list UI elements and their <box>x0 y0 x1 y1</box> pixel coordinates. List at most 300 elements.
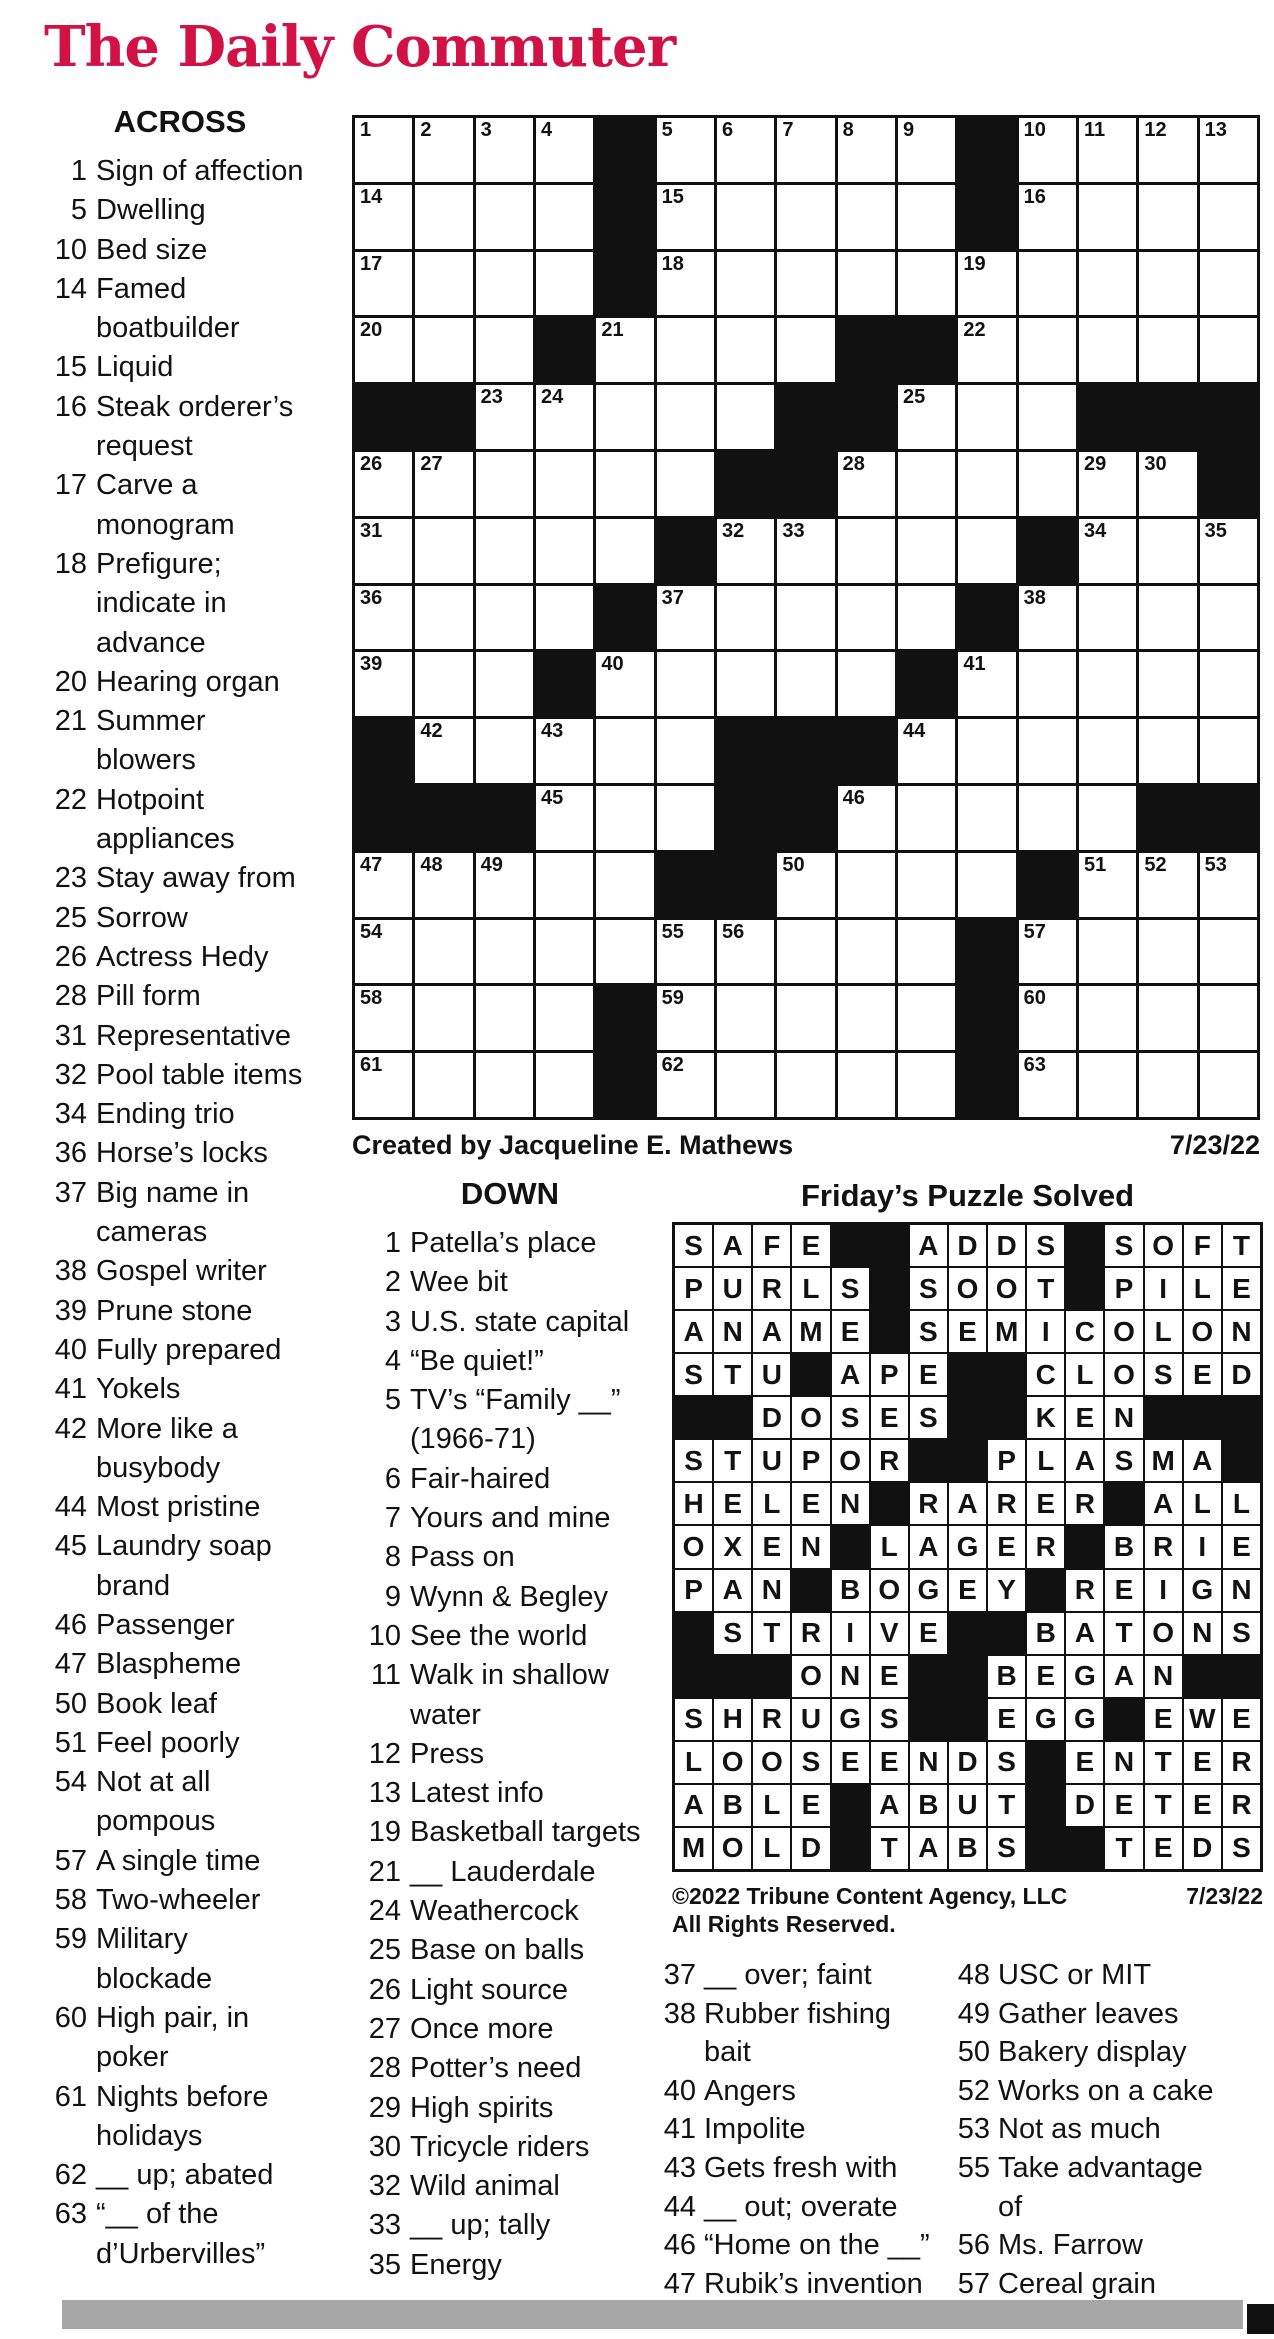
grid-cell[interactable] <box>536 920 593 984</box>
grid-cell[interactable] <box>657 1053 714 1117</box>
grid-cell[interactable] <box>476 1053 533 1117</box>
grid-cell[interactable] <box>536 118 593 182</box>
clue-item <box>40 1252 330 1291</box>
grid-cell[interactable] <box>958 452 1015 516</box>
clue-text: Angers <box>704 2074 796 2107</box>
grid-cell[interactable] <box>657 118 714 182</box>
grid-cell[interactable] <box>355 920 412 984</box>
clue-text: “Be quiet!” <box>410 1344 544 1377</box>
clue-text: Latest info <box>410 1777 544 1810</box>
grid-cell[interactable] <box>1079 920 1136 984</box>
cell-number: 26 <box>360 452 383 475</box>
grid-cell[interactable] <box>717 519 774 583</box>
clue-text: Ending trio <box>96 1098 235 1131</box>
solution-cell: E <box>1184 1785 1221 1826</box>
grid-cell[interactable] <box>596 920 653 984</box>
solution-cell: E <box>871 1742 908 1783</box>
grid-cell[interactable] <box>657 652 714 716</box>
grid-cell[interactable] <box>958 318 1015 382</box>
grid-cell[interactable] <box>536 786 593 850</box>
solution-cell: G <box>1184 1570 1221 1611</box>
grid-cell[interactable] <box>838 986 895 1050</box>
cell-number: 55 <box>661 920 684 943</box>
black-square <box>777 385 834 449</box>
grid-cell[interactable] <box>1019 586 1076 650</box>
grid-cell[interactable] <box>415 185 472 249</box>
solution-cell: F <box>1184 1225 1221 1266</box>
black-square <box>717 853 774 917</box>
solution-cell: I <box>1145 1570 1182 1611</box>
grid-cell[interactable] <box>898 118 955 182</box>
grid-cell[interactable] <box>1200 719 1257 783</box>
grid-cell[interactable] <box>898 385 955 449</box>
clue-number: 46 <box>54 1608 87 1641</box>
grid-cell[interactable] <box>476 385 533 449</box>
grid-cell[interactable] <box>838 519 895 583</box>
clue-text: Patella’s place <box>410 1227 597 1259</box>
grid-cell[interactable] <box>536 986 593 1050</box>
grid-cell[interactable] <box>717 185 774 249</box>
grid-cell[interactable] <box>657 452 714 516</box>
grid-cell[interactable] <box>717 1053 774 1117</box>
clue-text: Horse’s locks <box>96 1137 268 1170</box>
grid-cell[interactable] <box>536 853 593 917</box>
clue-text: Wild animal <box>410 2170 560 2203</box>
grid-cell[interactable] <box>898 452 955 516</box>
solution-cell: T <box>988 1785 1025 1826</box>
solution-cell: E <box>1184 1742 1221 1783</box>
clue-number: 58 <box>54 1884 87 1917</box>
solution-cell: A <box>871 1785 908 1826</box>
solution-cell: E <box>949 1311 986 1352</box>
grid-cell[interactable] <box>1139 519 1196 583</box>
solution-cell: U <box>714 1268 751 1309</box>
grid-cell[interactable] <box>536 519 593 583</box>
solution-cell: R <box>1027 1526 1064 1567</box>
grid-cell[interactable] <box>1019 318 1076 382</box>
grid-cell[interactable] <box>355 118 412 182</box>
solution-cell: E <box>1105 1570 1142 1611</box>
grid-cell[interactable] <box>898 586 955 650</box>
cell-number: 62 <box>661 1054 684 1077</box>
solution-cell: A <box>949 1483 986 1524</box>
grid-cell[interactable] <box>958 252 1015 316</box>
grid-cell[interactable] <box>657 719 714 783</box>
grid-cell[interactable] <box>838 652 895 716</box>
grid-cell[interactable] <box>657 185 714 249</box>
grid-cell[interactable] <box>1200 318 1257 382</box>
grid-cell[interactable] <box>838 118 895 182</box>
grid-cell[interactable] <box>898 986 955 1050</box>
grid-cell[interactable] <box>717 252 774 316</box>
grid-cell[interactable] <box>415 853 472 917</box>
grid-cell[interactable] <box>657 385 714 449</box>
grid-cell[interactable] <box>1019 1053 1076 1117</box>
grid-cell[interactable] <box>657 252 714 316</box>
grid-cell[interactable] <box>717 652 774 716</box>
grid-cell[interactable] <box>536 1053 593 1117</box>
grid-cell[interactable] <box>596 385 653 449</box>
solution-cell: M <box>1145 1440 1182 1481</box>
grid-cell[interactable] <box>1019 252 1076 316</box>
grid-cell[interactable] <box>717 986 774 1050</box>
clue-number: 35 <box>368 2248 401 2281</box>
grid-cell[interactable] <box>1139 252 1196 316</box>
grid-cell[interactable] <box>355 853 412 917</box>
grid-cell[interactable] <box>596 786 653 850</box>
clue-item <box>40 2156 330 2195</box>
grid-cell[interactable] <box>958 786 1015 850</box>
grid-cell[interactable] <box>355 1053 412 1117</box>
grid-cell[interactable] <box>596 853 653 917</box>
grid-cell[interactable] <box>415 719 472 783</box>
grid-cell[interactable] <box>898 719 955 783</box>
clue-text: Carve a monogram <box>96 469 235 541</box>
black-square <box>714 1656 751 1697</box>
solution-cell: D <box>949 1225 986 1266</box>
black-square <box>1019 853 1076 917</box>
grid-cell[interactable] <box>1079 185 1136 249</box>
grid-cell[interactable] <box>1079 786 1136 850</box>
clue-item <box>658 2072 948 2111</box>
grid-cell[interactable] <box>536 452 593 516</box>
clue-item <box>952 2265 1252 2304</box>
solution-cell: E <box>832 1311 869 1352</box>
grid-cell[interactable] <box>536 719 593 783</box>
grid-cell[interactable] <box>596 719 653 783</box>
solution-cell: T <box>1105 1613 1142 1654</box>
clue-item <box>362 1735 662 1774</box>
grid-cell[interactable] <box>898 519 955 583</box>
cell-number: 45 <box>540 786 564 809</box>
solution-cell: D <box>753 1397 790 1438</box>
grid-cell[interactable] <box>355 452 412 516</box>
grid-cell[interactable] <box>1079 252 1136 316</box>
byline: Created by Jacqueline E. Mathews <box>352 1130 794 1160</box>
clue-text: Book leaf <box>96 1687 217 1720</box>
grid-cell[interactable] <box>415 252 472 316</box>
clue-item <box>40 1488 330 1527</box>
solution-cell: V <box>871 1613 908 1654</box>
grid-cell[interactable] <box>958 519 1015 583</box>
grid-cell[interactable] <box>777 853 834 917</box>
grid-cell[interactable] <box>657 786 714 850</box>
clue-text: Works on a cake <box>998 2074 1214 2107</box>
solution-cell: E <box>871 1656 908 1697</box>
clue-number: 15 <box>54 351 87 384</box>
grid-cell[interactable] <box>596 318 653 382</box>
grid-cell[interactable] <box>1139 920 1196 984</box>
grid-cell[interactable] <box>476 452 533 516</box>
grid-cell[interactable] <box>777 920 834 984</box>
grid-cell[interactable] <box>1019 986 1076 1050</box>
clue-item <box>362 1931 662 1970</box>
grid-cell[interactable] <box>1079 652 1136 716</box>
grid-cell[interactable] <box>415 452 472 516</box>
grid-cell[interactable] <box>1200 920 1257 984</box>
grid-cell[interactable] <box>958 652 1015 716</box>
clue-text: Press <box>410 1737 485 1770</box>
grid-cell[interactable] <box>838 586 895 650</box>
clue-text: “Home on the __” <box>704 2229 930 2262</box>
grid-cell[interactable] <box>476 719 533 783</box>
grid-cell[interactable] <box>476 586 533 650</box>
grid-cell[interactable] <box>1019 385 1076 449</box>
grid-cell[interactable] <box>1139 452 1196 516</box>
grid-cell[interactable] <box>415 652 472 716</box>
grid-cell[interactable] <box>355 318 412 382</box>
black-square <box>753 1656 790 1697</box>
grid-cell[interactable] <box>355 185 412 249</box>
grid-cell[interactable] <box>717 920 774 984</box>
black-square <box>1079 385 1136 449</box>
grid-cell[interactable] <box>898 853 955 917</box>
grid-cell[interactable] <box>657 920 714 984</box>
grid-cell[interactable] <box>536 185 593 249</box>
black-square <box>476 786 533 850</box>
clue-item <box>952 2226 1252 2265</box>
grid-cell[interactable] <box>1019 185 1076 249</box>
cell-number: 57 <box>1023 920 1046 943</box>
clue-item <box>362 1892 662 1931</box>
clue-item <box>362 2010 662 2049</box>
cell-number: 21 <box>601 319 624 342</box>
clue-item <box>40 1763 330 1842</box>
clue-text: “__ of the d’Urbervilles” <box>96 2198 266 2270</box>
black-square <box>871 1483 908 1524</box>
grid-cell[interactable] <box>1200 986 1257 1050</box>
solution-cell: R <box>1066 1483 1103 1524</box>
grid-cell[interactable] <box>476 652 533 716</box>
grid-cell[interactable] <box>1079 1053 1136 1117</box>
grid-cell[interactable] <box>1019 920 1076 984</box>
grid-cell[interactable] <box>476 853 533 917</box>
extra-clue-list-1 <box>658 1956 948 2303</box>
cell-number: 29 <box>1083 452 1107 475</box>
grid-cell[interactable] <box>1200 853 1257 917</box>
clue-text: Yours and mine <box>410 1502 611 1535</box>
solution-cell: R <box>1223 1785 1260 1826</box>
grid-cell[interactable] <box>838 252 895 316</box>
grid-cell[interactable] <box>657 986 714 1050</box>
clue-text: Hotpoint appliances <box>96 783 235 856</box>
grid-cell[interactable] <box>1079 853 1136 917</box>
grid-cell[interactable] <box>355 586 412 650</box>
solution-cell: S <box>1223 1613 1260 1654</box>
grid-cell[interactable] <box>415 1053 472 1117</box>
grid-cell[interactable] <box>1079 519 1136 583</box>
clue-item <box>362 1853 662 1892</box>
grid-cell[interactable] <box>1139 853 1196 917</box>
clue-item <box>40 1527 330 1606</box>
clue-number: 30 <box>368 2130 401 2163</box>
grid-cell[interactable] <box>415 118 472 182</box>
grid-cell[interactable] <box>838 1053 895 1117</box>
grid-cell[interactable] <box>838 920 895 984</box>
grid-cell[interactable] <box>536 586 593 650</box>
solution-cell: R <box>910 1483 947 1524</box>
black-square <box>898 652 955 716</box>
clue-number: 8 <box>384 1541 401 1574</box>
grid-cell[interactable] <box>777 252 834 316</box>
grid-cell[interactable] <box>355 986 412 1050</box>
grid-cell[interactable] <box>1019 719 1076 783</box>
grid-cell[interactable] <box>657 586 714 650</box>
grid-cell[interactable] <box>1200 185 1257 249</box>
solution-cell: D <box>792 1828 829 1869</box>
grid-cell[interactable] <box>596 519 653 583</box>
grid-cell[interactable] <box>717 118 774 182</box>
grid-cell[interactable] <box>476 920 533 984</box>
grid-cell[interactable] <box>1200 252 1257 316</box>
grid-cell[interactable] <box>1079 452 1136 516</box>
grid-cell[interactable] <box>1079 318 1136 382</box>
grid-cell[interactable] <box>1019 118 1076 182</box>
clue-item <box>40 1920 330 1999</box>
clue-number: 16 <box>54 390 87 423</box>
solution-cell: N <box>1223 1311 1260 1352</box>
grid-cell[interactable] <box>1079 986 1136 1050</box>
grid-cell[interactable] <box>1200 118 1257 182</box>
grid-cell[interactable] <box>1019 786 1076 850</box>
clue-text: Summer blowers <box>96 705 206 777</box>
grid-cell[interactable] <box>355 519 412 583</box>
solution-cell: D <box>1223 1354 1260 1395</box>
grid-cell[interactable] <box>1079 118 1136 182</box>
grid-cell[interactable] <box>476 118 533 182</box>
clue-text: U.S. state capital <box>410 1305 630 1338</box>
grid-cell[interactable] <box>777 652 834 716</box>
clue-number: 31 <box>54 1019 87 1052</box>
grid-cell[interactable] <box>1139 185 1196 249</box>
clue-item <box>40 2078 330 2157</box>
solution-cell: R <box>988 1483 1025 1524</box>
solution-cell: S <box>675 1354 712 1395</box>
grid-cell[interactable] <box>1139 652 1196 716</box>
solution-cell: E <box>988 1699 1025 1740</box>
grid-cell[interactable] <box>838 185 895 249</box>
cell-number: 5 <box>661 119 673 141</box>
clue-text: TV’s “Family __” (1966-71) <box>410 1384 621 1456</box>
solution-cell: P <box>675 1268 712 1309</box>
grid-cell[interactable] <box>355 252 412 316</box>
grid-cell[interactable] <box>657 318 714 382</box>
solution-cell: O <box>1145 1225 1182 1266</box>
cell-number: 44 <box>902 720 926 743</box>
clue-text: Bed size <box>96 233 208 266</box>
clue-number: 3 <box>384 1305 401 1338</box>
grid-cell[interactable] <box>898 920 955 984</box>
grid-cell[interactable] <box>1079 586 1136 650</box>
cell-number: 13 <box>1204 119 1227 141</box>
grid-cell[interactable] <box>1139 118 1196 182</box>
publication-title: The Daily Commuter <box>44 14 676 80</box>
grid-cell[interactable] <box>777 519 834 583</box>
grid-cell[interactable] <box>777 318 834 382</box>
black-square <box>1027 1570 1064 1611</box>
solution-cell: G <box>1066 1699 1103 1740</box>
grid-cell[interactable] <box>476 519 533 583</box>
grid-cell[interactable] <box>777 185 834 249</box>
solution-cell: D <box>949 1742 986 1783</box>
grid-cell[interactable] <box>777 586 834 650</box>
solution-cell: S <box>910 1397 947 1438</box>
clue-number: 9 <box>384 1580 401 1613</box>
grid-cell[interactable] <box>415 519 472 583</box>
grid-cell[interactable] <box>717 586 774 650</box>
grid-cell[interactable] <box>536 385 593 449</box>
clue-text: Representative <box>96 1019 292 1052</box>
grid-cell[interactable] <box>838 853 895 917</box>
clue-number: 56 <box>957 2229 990 2262</box>
grid-cell[interactable] <box>958 719 1015 783</box>
grid-cell[interactable] <box>596 452 653 516</box>
grid-cell[interactable] <box>415 920 472 984</box>
grid-cell[interactable] <box>415 986 472 1050</box>
grid-cell[interactable] <box>898 185 955 249</box>
solution-cell: E <box>714 1483 751 1524</box>
black-square <box>949 1397 986 1438</box>
solution-cell: E <box>1027 1483 1064 1524</box>
clue-text: Base on balls <box>410 1934 585 1967</box>
black-square <box>1019 519 1076 583</box>
grid-cell[interactable] <box>958 385 1015 449</box>
clue-item <box>362 2089 662 2128</box>
grid-cell[interactable] <box>1200 586 1257 650</box>
grid-cell[interactable] <box>1200 519 1257 583</box>
grid-cell[interactable] <box>777 1053 834 1117</box>
grid-cell[interactable] <box>777 118 834 182</box>
grid-cell[interactable] <box>1019 452 1076 516</box>
grid-cell[interactable] <box>1139 719 1196 783</box>
grid-cell[interactable] <box>476 318 533 382</box>
grid-cell[interactable] <box>476 252 533 316</box>
grid-cell[interactable] <box>1139 586 1196 650</box>
grid-cell[interactable] <box>476 185 533 249</box>
grid-cell[interactable] <box>1019 652 1076 716</box>
grid-cell[interactable] <box>898 252 955 316</box>
grid-cell[interactable] <box>536 252 593 316</box>
clue-number: 1 <box>384 1227 401 1259</box>
grid-cell[interactable] <box>1139 986 1196 1050</box>
clue-item <box>362 2049 662 2088</box>
grid-cell[interactable] <box>838 452 895 516</box>
grid-cell[interactable] <box>596 652 653 716</box>
grid-cell[interactable] <box>838 786 895 850</box>
grid-cell[interactable] <box>1139 1053 1196 1117</box>
grid-cell[interactable] <box>476 986 533 1050</box>
grid-cell[interactable] <box>1079 719 1136 783</box>
grid-cell[interactable] <box>898 1053 955 1117</box>
grid-cell[interactable] <box>1200 652 1257 716</box>
grid-cell[interactable] <box>958 853 1015 917</box>
grid-cell[interactable] <box>717 318 774 382</box>
clue-item <box>40 1331 330 1370</box>
clue-text: Impolite <box>704 2113 806 2146</box>
solution-grid <box>672 1222 1263 1872</box>
clue-text: Yokels <box>96 1373 181 1406</box>
grid-cell[interactable] <box>1200 1053 1257 1117</box>
grid-cell[interactable] <box>777 986 834 1050</box>
cell-number: 39 <box>360 653 383 676</box>
cell-number: 41 <box>963 653 986 676</box>
grid-cell[interactable] <box>1139 318 1196 382</box>
grid-cell[interactable] <box>717 385 774 449</box>
grid-cell[interactable] <box>415 318 472 382</box>
grid-cell[interactable] <box>415 586 472 650</box>
grid-cell[interactable] <box>898 786 955 850</box>
grid-cell[interactable] <box>355 652 412 716</box>
